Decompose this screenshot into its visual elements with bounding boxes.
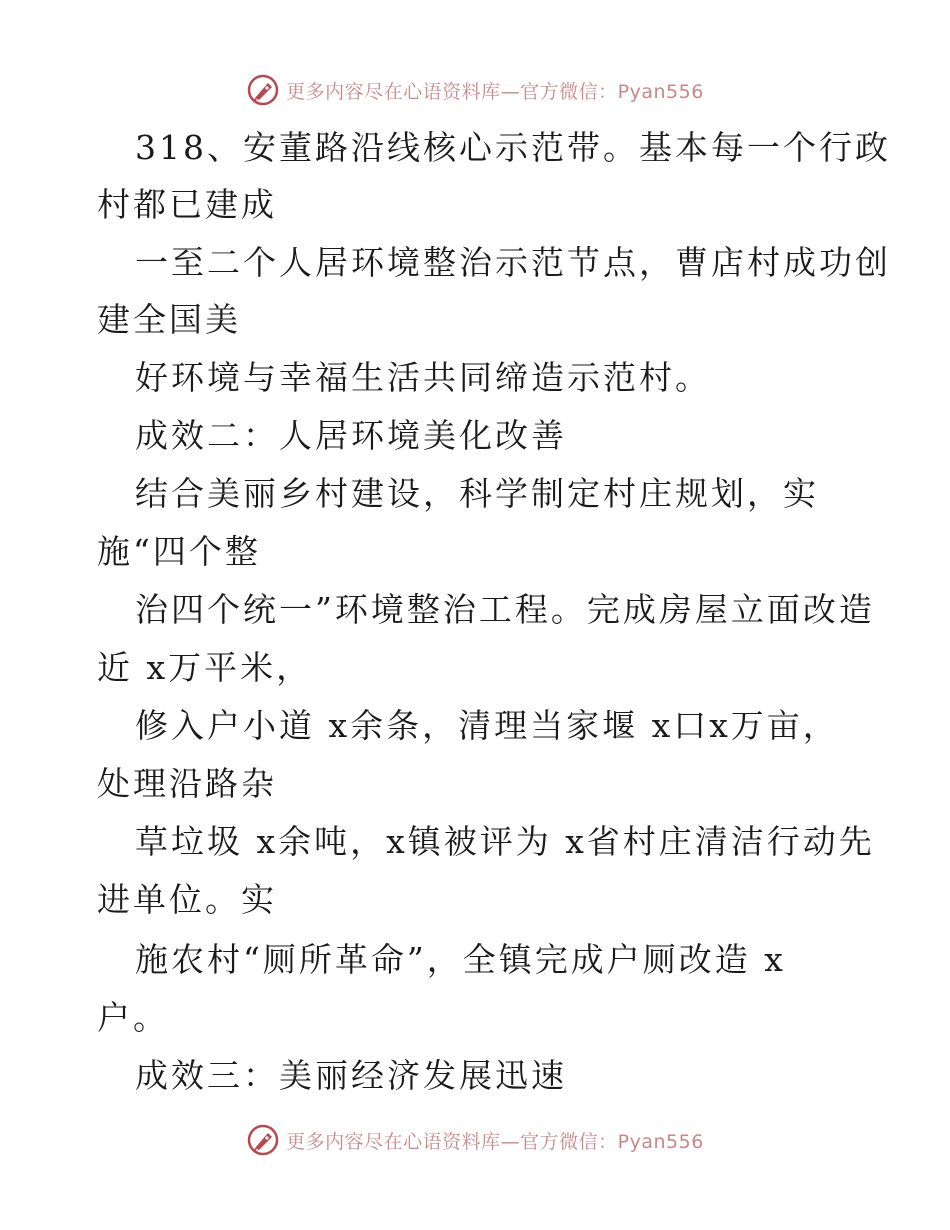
paragraph-line: 一至二个人居环境整治示范节点，曹店村成功创 xyxy=(135,243,891,282)
paragraph-line: 结合美丽乡村建设，科学制定村庄规划，实 xyxy=(135,474,819,513)
watermark-text: 更多内容尽在心语资料库—官方微信：Pyan556 xyxy=(286,80,704,103)
paragraph-line: 治四个统一”环境整治工程。完成房屋立面改造 xyxy=(135,590,875,629)
paragraph-line: 进单位。实 xyxy=(97,880,277,919)
paragraph-line: 村都已建成 xyxy=(97,185,277,224)
paragraph-line: 修入户小道 x余条，清理当家堰 x口x万亩， xyxy=(135,706,839,745)
pen-nib-logo-icon xyxy=(246,73,280,107)
paragraph-line: 施“四个整 xyxy=(97,532,261,571)
paragraph-line: 好环境与幸福生活共同缔造示范村。 xyxy=(135,358,711,397)
watermark-header xyxy=(0,70,950,110)
paragraph-line: 建全国美 xyxy=(97,300,241,339)
section-heading: 成效三：美丽经济发展迅速 xyxy=(135,1056,567,1095)
paragraph-line: 草垃圾 x余吨，x镇被评为 x省村庄清洁行动先 xyxy=(135,822,875,861)
paragraph-line: 处理沿路杂 xyxy=(97,764,277,803)
paragraph-line: 近 x万平米， xyxy=(97,648,313,687)
paragraph-line: 户。 xyxy=(97,998,169,1037)
paragraph-line: 施农村“厕所革命”，全镇完成户厕改造 x xyxy=(135,940,786,979)
section-heading: 成效二：人居环境美化改善 xyxy=(135,416,567,455)
paragraph-line: 318、安董路沿线核心示范带。基本每一个行政 xyxy=(135,128,891,167)
watermark-footer xyxy=(0,1120,950,1160)
watermark-text: 更多内容尽在心语资料库—官方微信：Pyan556 xyxy=(286,1130,704,1153)
pen-nib-logo-icon xyxy=(246,1123,280,1157)
